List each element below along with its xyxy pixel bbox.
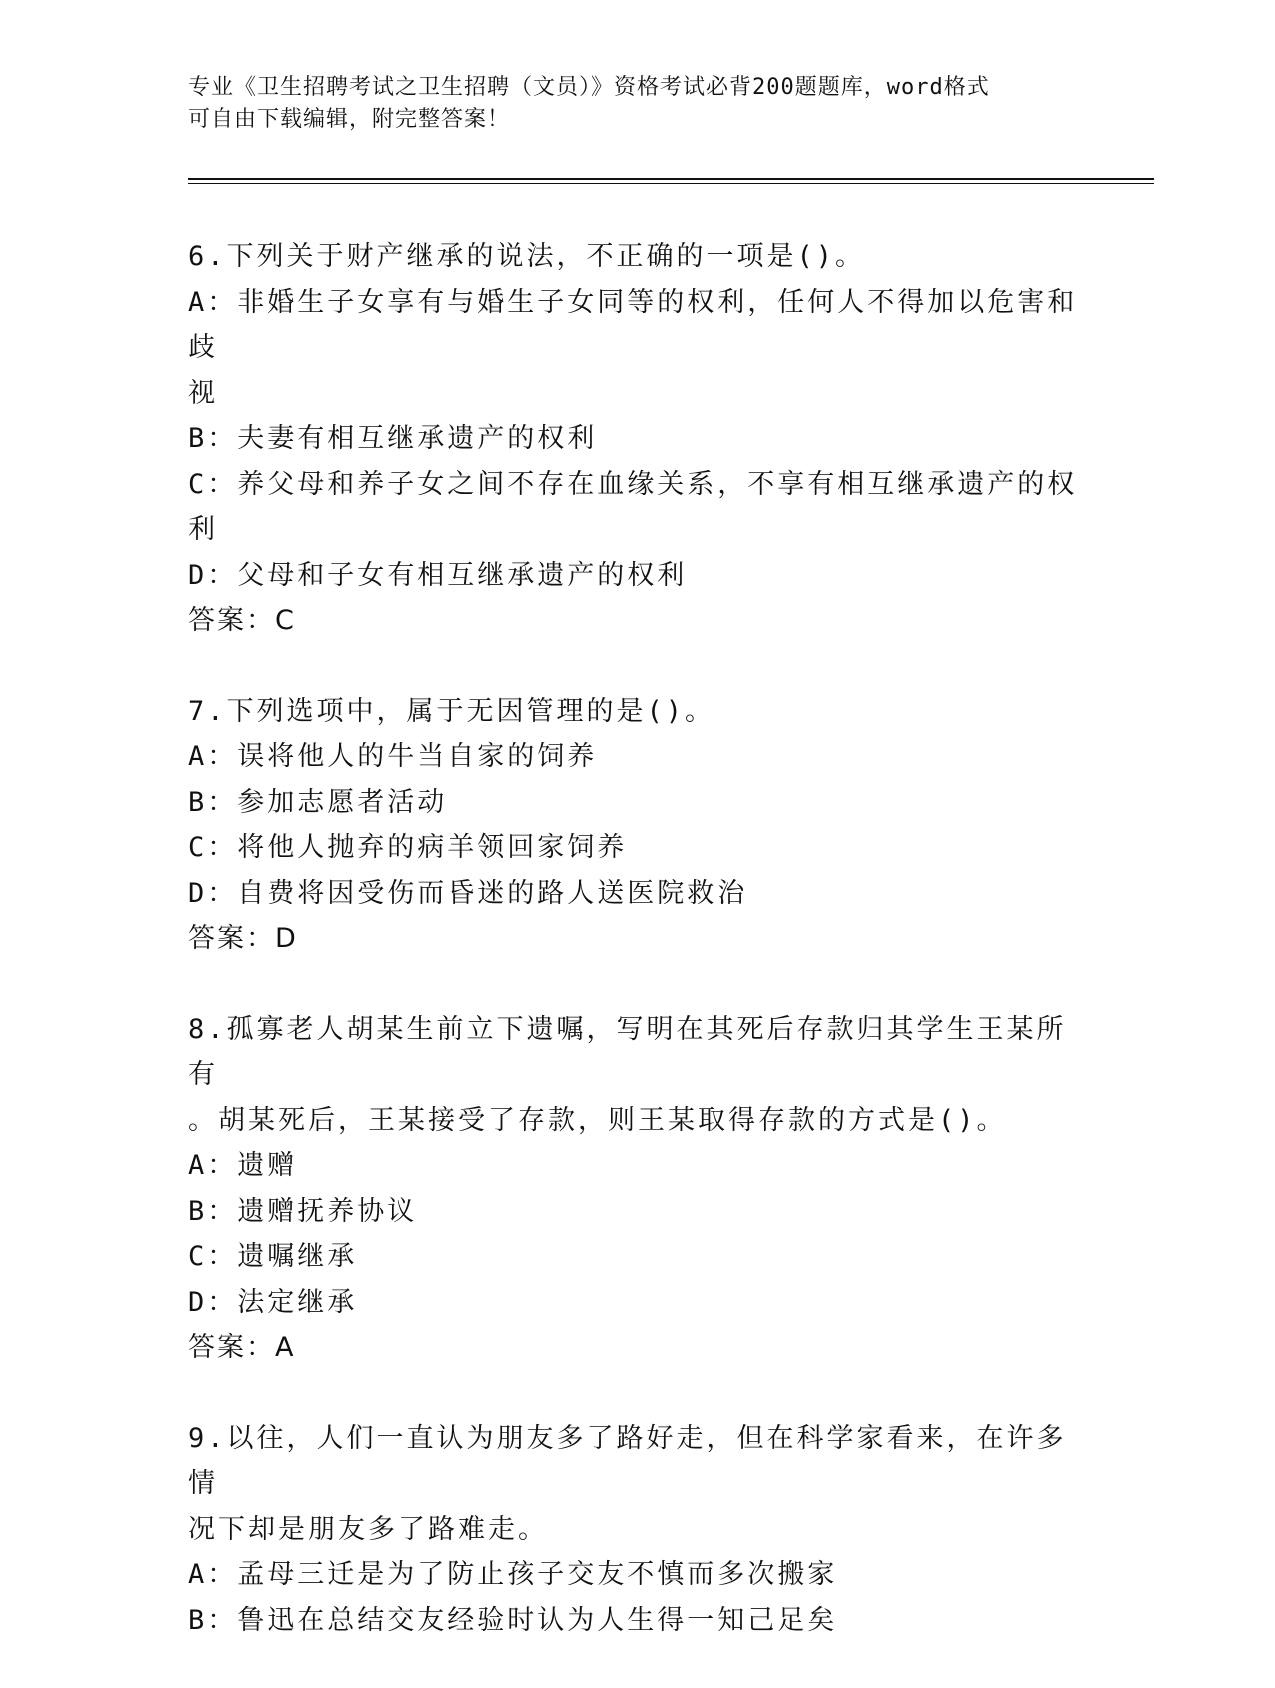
answer-label: 答案：C [188, 605, 296, 636]
option-c: C：养父母和养子女之间不存在血缘关系，不享有相互继承遗产的权利 [188, 468, 1078, 545]
option-c: C：将他人抛弃的病羊领回家饲养 [188, 832, 628, 863]
question-6 [188, 234, 1088, 644]
option-b: B：鲁迅在总结交友经验时认为人生得一知己足矣 [188, 1604, 838, 1636]
question-list [188, 234, 1088, 1688]
answer-label: 答案：D [188, 923, 298, 954]
option-b: B：参加志愿者活动 [188, 786, 448, 818]
option-b: B：夫妻有相互继承遗产的权利 [188, 423, 598, 454]
question-7 [188, 689, 1088, 962]
header-line-2: 可自由下载编辑，附完整答案！ [188, 107, 511, 132]
question-8 [188, 1007, 1088, 1371]
option-c: C：遗嘱继承 [188, 1241, 358, 1272]
header-divider [188, 178, 1154, 180]
option-a: A：孟母三迁是为了防止孩子交友不慎而多次搬家 [188, 1559, 838, 1590]
option-d: D：法定继承 [188, 1286, 358, 1318]
option-b: B：遗赠抚养协议 [188, 1195, 418, 1227]
question-9 [188, 1416, 1088, 1644]
header-line-1: 专业《卫生招聘考试之卫生招聘（文员）》资格考试必背200题题库，word格式 [188, 75, 990, 100]
option-d: D：自费将因受伤而昏迷的路人送医院救治 [188, 877, 748, 909]
option-a-continued: 视 [188, 377, 218, 409]
question-stem: 7.下列选项中，属于无因管理的是()。 [188, 695, 716, 727]
question-stem-continued: 况下却是朋友多了路难走。 [188, 1513, 548, 1545]
option-a: A：误将他人的牛当自家的饲养 [188, 741, 598, 772]
option-a: A：非婚生子女享有与婚生子女同等的权利，任何人不得加以危害和歧 [188, 286, 1078, 363]
question-stem: 6.下列关于财产继承的说法，不正确的一项是()。 [188, 241, 866, 272]
question-stem: 9.以往，人们一直认为朋友多了路好走，但在科学家看来，在许多情 [188, 1422, 1067, 1499]
option-a: A：遗赠 [188, 1150, 298, 1181]
header-divider-thin [188, 183, 1154, 184]
option-d: D：父母和子女有相互继承遗产的权利 [188, 559, 688, 591]
document-header [188, 72, 1068, 136]
question-stem: 8.孤寡老人胡某生前立下遗嘱，写明在其死后存款归其学生王某所有 [188, 1013, 1067, 1090]
question-stem-continued: 。胡某死后，王某接受了存款，则王某取得存款的方式是()。 [188, 1104, 1007, 1136]
answer-label: 答案：A [188, 1332, 296, 1363]
